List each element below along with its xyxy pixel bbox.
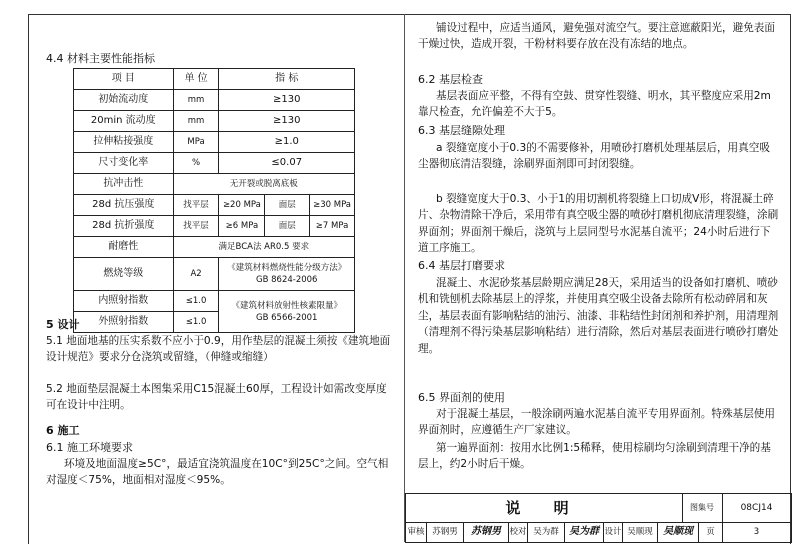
atlas-number-label: 图集号 <box>682 494 723 523</box>
section-6-3-a-text: a 裂缝宽度小于0.3的不需要修补，用喷砂打磨机处理基层后，用真空吸尘器彻底清洁裂缝，涂刷界面剂即可封闭裂缝。 <box>418 142 770 171</box>
cell-unit: mm <box>173 90 219 111</box>
section-6-4-text: 混凝土、水泥砂浆基层龄期应满足28天，采用适当的设备如打磨机、喷砂机和铣刨机去除基层上的浮浆，并使用真空吸尘设备去除所有松动碎屑和灰尘，基层表面有影响粘结的油污、油漆、非粘结性封闭剂和养护剂，用清理剂（清理剂不得污染基层影响粘结）进行清除，然后对基层表面进行喷砂打磨处理。 <box>418 277 779 355</box>
cell-value: 满足BCA法 AR0.5 要求 <box>173 237 354 258</box>
cell-value: ≥1.0 <box>219 132 355 153</box>
section-6-1-text: 环境及地面温度≥5C°，最适宜浇筑温度在10C°到25C°之间。空气相对湿度＜75%，地面相对湿度＜95%。 <box>46 458 389 487</box>
section-6-2-text: 基层表面应平整，不得有空鼓、贯穿性裂缝、明水，其平整度应采用2m靠尺检查，允许偏差不大于5。 <box>418 90 771 119</box>
section-6-title: 6 施工 <box>46 424 80 437</box>
table-row <box>74 291 355 312</box>
header-unit: 单 位 <box>173 69 219 90</box>
cell-label: 找平层 <box>173 195 219 216</box>
cell-unit: % <box>173 153 219 174</box>
table-row <box>74 111 355 132</box>
table-row <box>74 258 355 291</box>
cell-item: 外照射指数 <box>74 312 174 333</box>
section-6-5-text-1: 对于混凝土基层，一般涂刷两遍水泥基自流平专用界面剂。特殊基层使用界面剂时，应遵循生产厂家建议。 <box>418 408 775 437</box>
cell-value-line: 《建筑材料放射性核素限量》 <box>231 300 342 311</box>
cell-value: ≥30 MPa <box>310 195 355 216</box>
frame-right-line <box>790 14 791 544</box>
cell-value-line: GB 6566-2001 <box>256 312 318 323</box>
cell-value <box>219 291 355 333</box>
cell-unit: ≤1.0 <box>173 291 219 312</box>
cell-unit: MPa <box>173 132 219 153</box>
review-label: 审核 <box>406 522 427 542</box>
section-6-1-title: 6.1 施工环境要求 <box>46 441 133 454</box>
section-6-2-title: 6.2 基层检查 <box>418 73 483 86</box>
frame-top-line <box>28 14 791 15</box>
cell-item: 28d 抗折强度 <box>74 216 174 237</box>
design-signature: 吴顺现 <box>658 522 699 542</box>
review-name: 苏钢男 <box>427 522 464 542</box>
header-item: 项 目 <box>74 69 174 90</box>
cell-unit: A2 <box>173 258 219 291</box>
cell-unit: ≤1.0 <box>173 312 219 333</box>
page-number: 3 <box>753 527 760 537</box>
table-header-row <box>74 69 355 90</box>
table-row <box>74 237 355 258</box>
cell-value: ≤0.07 <box>219 153 355 174</box>
section-5-2-text: 5.2 地面垫层混凝土本图集采用C15混凝土60厚，工程设计如需改变厚度可在设计中注明。 <box>46 383 387 412</box>
cell-value: ≥7 MPa <box>310 216 355 237</box>
cell-value: ≥6 MPa <box>219 216 265 237</box>
cell-item: 耐磨性 <box>74 237 174 258</box>
table-row <box>74 153 355 174</box>
proof-label: 校对 <box>509 522 528 542</box>
proof-signature: 吴为群 <box>565 522 604 542</box>
intro-text: 铺设过程中，应适当通风，避免强对流空气。要注意遮蔽阳光，避免表面干燥过快，造成开裂，干粉材料要存放在没有冻结的地点。 <box>418 22 775 51</box>
header-index: 指 标 <box>219 69 355 90</box>
section-6-3-b-text: b 裂缝宽度大于0.3、小于1的用切割机将裂缝上口切成V形，将混凝土碎片、杂物清除干净后，采用带有真空吸尘器的喷砂打磨机彻底清理裂缝，涂刷界面剂；界面剂干燥后，浇筑与上层同型号水泥基自流平；24小时后进行下道工序施工。 <box>418 193 779 255</box>
cell-item: 内照射指数 <box>74 291 174 312</box>
cell-value: ≥130 <box>219 111 355 132</box>
title-block <box>405 493 792 543</box>
review-signature: 苏钢男 <box>464 522 509 542</box>
table-row <box>74 174 355 195</box>
frame-left-line <box>28 14 29 544</box>
cell-value: ≥20 MPa <box>219 195 265 216</box>
cell-value-line: GB 8624-2006 <box>256 275 318 285</box>
table-row <box>74 132 355 153</box>
signature-row <box>406 522 791 542</box>
cell-item: 燃烧等级 <box>74 258 174 291</box>
atlas-number: 08CJ14 <box>722 494 791 523</box>
cell-item: 拉伸粘接强度 <box>74 132 174 153</box>
cell-value: ≥130 <box>219 90 355 111</box>
section-6-4-title: 6.4 基层打磨要求 <box>418 259 505 272</box>
cell-item: 20min 流动度 <box>74 111 174 132</box>
cell-label: 面层 <box>265 216 310 237</box>
cell-item: 抗冲击性 <box>74 174 174 195</box>
section-5-title: 5 设计 <box>46 318 80 331</box>
proof-name: 吴为群 <box>528 522 565 542</box>
cell-value-line: 《建筑材料燃烧性能分级方法》 <box>227 263 347 273</box>
column-divider <box>404 14 405 542</box>
cell-label: 找平层 <box>173 216 219 237</box>
design-name: 吴顺现 <box>623 522 658 542</box>
cell-item: 28d 抗压强度 <box>74 195 174 216</box>
cell-value <box>219 258 355 291</box>
cell-item: 初始流动度 <box>74 90 174 111</box>
section-6-5-title: 6.5 界面剂的使用 <box>418 391 505 404</box>
table-row <box>74 216 355 237</box>
section-5-1-text: 5.1 地面地基的压实系数不应小于0.9，用作垫层的混凝土须按《建筑地面设计规范》要求分仓浇筑或留缝，（伸缝或缩缝） <box>46 335 391 364</box>
section-6-5-text-2: 第一遍界面剂：按用水比例1:5稀释，使用棕刷均匀涂刷到清理干净的基层上，约2小时后干燥。 <box>418 442 771 471</box>
design-label: 设计 <box>604 522 623 542</box>
page-label: 页 <box>699 522 723 542</box>
material-spec-table <box>73 68 355 333</box>
cell-item: 尺寸变化率 <box>74 153 174 174</box>
section-4-4-title: 4.4 材料主要性能指标 <box>46 52 155 65</box>
section-6-3-title: 6.3 基层缝隙处理 <box>418 124 505 137</box>
drawing-title: 说 明 <box>406 494 683 523</box>
table-row <box>74 195 355 216</box>
cell-value: 无开裂或脱离底板 <box>173 174 354 195</box>
cell-unit: mm <box>173 111 219 132</box>
table-row <box>74 90 355 111</box>
cell-label: 面层 <box>265 195 310 216</box>
